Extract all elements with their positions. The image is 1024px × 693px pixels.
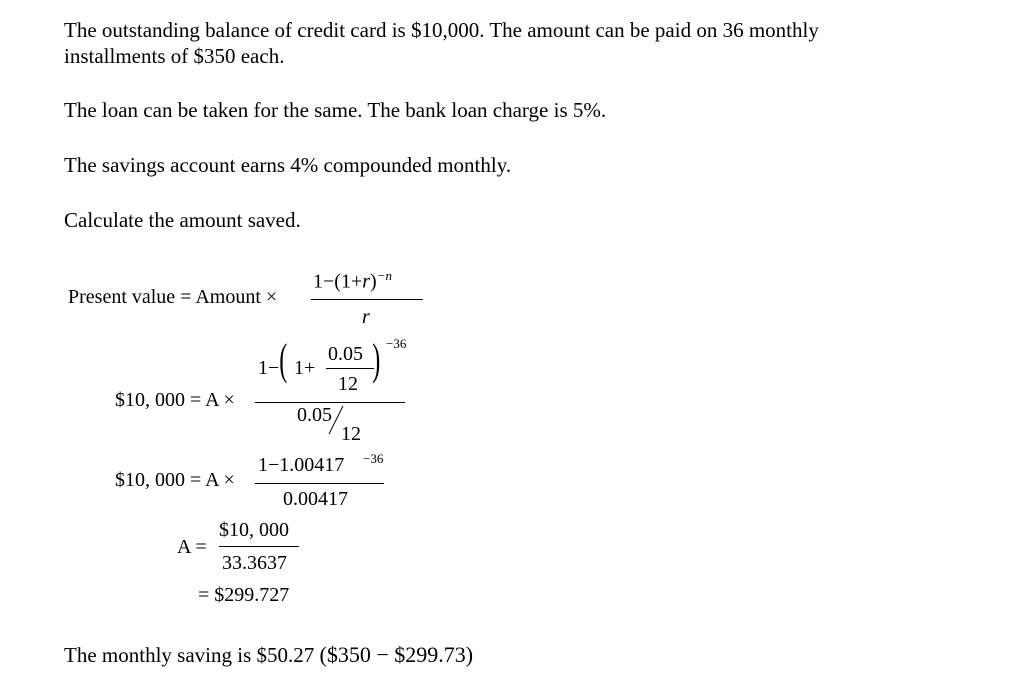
step1-right-paren: )	[372, 335, 381, 384]
step1-one-minus: 1−	[258, 357, 280, 379]
formula-exponent: −n	[376, 268, 392, 283]
conclusion-paren: ($350 − $299.73)	[319, 642, 474, 667]
step1-left-paren: (	[279, 335, 288, 384]
step3-denominator: 33.3637	[222, 552, 287, 574]
step3-numerator: $10, 000	[219, 519, 289, 541]
step1-inner-denominator: 12	[338, 373, 358, 395]
formula-numerator-a: 1−(1+	[313, 270, 363, 293]
step1-lhs: $10, 000 = A ×	[115, 389, 235, 411]
formula-denominator: r	[362, 306, 370, 328]
step3-result: = $299.727	[198, 584, 290, 606]
step1-inner-bar	[326, 368, 374, 369]
conclusion-text: The monthly saving is $50.27	[64, 643, 315, 667]
formula-lhs: Present value = Amount ×	[68, 286, 278, 308]
step1-one-plus: 1+	[294, 357, 316, 379]
formula-numerator-b: )	[370, 270, 377, 293]
task-statement: Calculate the amount saved.	[64, 208, 301, 232]
step2-denominator: 0.00417	[283, 488, 348, 510]
step3-fraction-bar	[219, 546, 299, 547]
savings-statement: The savings account earns 4% compounded monthly.	[64, 153, 512, 177]
formula-fraction-bar	[311, 299, 423, 300]
conclusion	[64, 642, 473, 668]
step1-exponent: −36	[386, 336, 407, 351]
problem-line-1: The outstanding balance of credit card is $10,000. The amount can be paid on 36 monthly	[64, 18, 819, 42]
problem-line-2: installments of $350 each.	[64, 44, 285, 68]
step2-numerator: 1−1.00417	[258, 454, 345, 476]
step3-lhs: A =	[177, 536, 207, 558]
step1-main-bar	[255, 402, 405, 403]
step1-den-denominator: 12	[341, 423, 361, 445]
formula-numerator-r: r	[362, 270, 371, 293]
step1-inner-numerator: 0.05	[328, 343, 363, 365]
step2-fraction-bar	[255, 483, 384, 484]
step2-lhs: $10, 000 = A ×	[115, 469, 235, 491]
step1-den-numerator: 0.05	[297, 404, 332, 426]
step2-exponent: −36	[363, 451, 384, 466]
loan-statement: The loan can be taken for the same. The bank loan charge is 5%.	[64, 98, 607, 122]
formula-numerator	[313, 268, 392, 294]
